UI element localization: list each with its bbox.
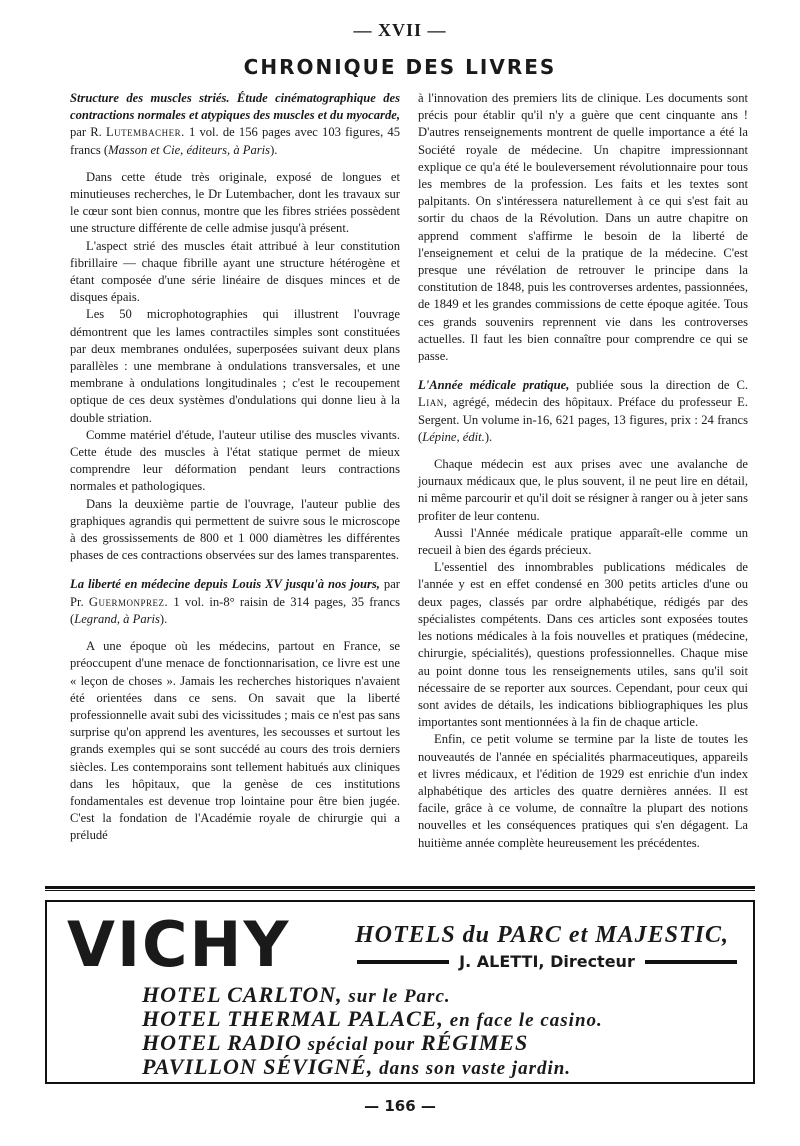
right-column (418, 90, 748, 852)
review-paragraph: Chaque médecin est aux prises avec une avalanche de journaux médicaux que, le plus souvent, il ne peut lire en détail, ni même parcourir et qu'il doit se résigner à ranger ou à jeter sans profiter de leur contenu. (418, 457, 748, 523)
book-title: L'Année médicale pratique, (418, 378, 570, 393)
ad-line-radio: HOTEL RADIO spécial pour RÉGIMES (142, 1030, 529, 1055)
review-paragraph: Les 50 microphotographies qui illustrent l'ouvrage démontrent que les lames contractiles simples sont constituées par deux membranes ondulées, superposées suivant deux plans parallèles : une membrane à ondulations transversales, et une membrane à ondulations longitudinales ; c'est le recoupement optique de ces deux systèmes d'ondulations qui donne lieu à la double striation. (70, 307, 400, 425)
review-paragraph: Aussi l'Année médicale pratique apparaît-elle comme un recueil à bien des égards précieux. (418, 525, 748, 558)
book-title: La liberté en médecine depuis Louis XV jusqu'à nos jours, (70, 577, 380, 592)
book-author: Guermonprez. (88, 594, 169, 609)
review-paragraph: Dans la deuxième partie de l'ouvrage, l'auteur publie des graphiques agrandis qui permettent de suivre sous le microscope à des grossissements de 800 et 1 000 diamètres les différentes phases de ces contractions observées sur des lames transparentes. (70, 496, 400, 563)
book-entry-heading: Structure des muscles striés. Étude cinématographique des contractions normales et atypiques des muscles et du myocarde, par R. Lutembacher. 1 vol. de 156 pages avec 103 figures, 45 francs (Masson et Cie, éditeurs, à Paris). (70, 91, 400, 157)
ad-line-thermal: HOTEL THERMAL PALACE, en face le casino. (142, 1006, 603, 1031)
ad-line-sevigne: PAVILLON SÉVIGNÉ, dans son vaste jardin. (142, 1054, 572, 1079)
book-publisher: Legrand, à Paris (74, 611, 160, 626)
ad-director-line (357, 952, 737, 971)
review-paragraph: L'aspect strié des muscles était attribué à leur constitution fibrillaire — chaque fibrille ayant une structure hétérogène et étant composée d'une série linéaire de disques minces et de disques épais. (70, 238, 400, 305)
book-title: Structure des muscles striés. Étude cinématographique des contractions normales et atypiques des muscles et du myocarde, (70, 91, 400, 123)
book-author: Lian, (418, 395, 448, 410)
section-title: CHRONIQUE DES LIVRES (243, 55, 557, 79)
book-publisher: Lépine, édit. (422, 429, 485, 444)
decorative-bar (357, 960, 449, 964)
review-paragraph: Enfin, ce petit volume se termine par la liste de toutes les nouveautés de l'année en spécialités pharmaceutiques, appareils et livres médicaux, et l'édition de 1929 est enrichie d'un index alphabétique des articles des quatre dernières années. Il est facile, grâce à ce volume, de connaître la plupart des notions nouvelles et les conséquences pratiques qui s'en dégagent. La huitième année complète heureusement les précédentes. (418, 732, 748, 850)
decorative-bar (645, 960, 737, 964)
divider-rule (45, 890, 755, 891)
page-roman-number: — XVII — (353, 20, 447, 40)
ad-director: J. ALETTI, Directeur (459, 952, 635, 971)
page-number: — 166 — (364, 1097, 436, 1115)
review-paragraph: Dans cette étude très originale, exposé de longues et minutieuses recherches, le Dr Lutembacher, dont les travaux sur le cœur sont bien connus, montre que les fibres striées possèdent une structure différente de celle admise jusqu'à présent. (70, 169, 400, 236)
left-column (70, 90, 400, 845)
ad-line-carlton: HOTEL CARLTON, sur le Parc. (142, 982, 451, 1007)
review-paragraph: L'essentiel des innombrables publications médicales de l'année y est en effet condensé en 300 petits articles d'une ou deux pages, classés par ordre alphabétique, rédigés par des spécialistes compétents. Dans ces articles sont exposées toutes les notions médicales à la fois nouvelles et pratiques (médecine, chirurgie, spécialités), questions professionnelles. Chaque mise au point donne tous les renseignements utiles, sans qu'il soit nécessaire de se reporter aux sources. Cependant, pour ceux qui sont avides de détails, les indications bibliographiques les plus importantes sont mentionnées à la fin de chaque article. (418, 560, 748, 730)
review-paragraph: Comme matériel d'étude, l'auteur utilise des muscles vivants. Cette étude des muscles à l'état statique permet de mieux comprendre leur déformation pendant leurs contractions normales et pathologiques. (70, 427, 400, 494)
ad-brand: VICHY (67, 908, 291, 981)
book-entry-heading: La liberté en médecine depuis Louis XV jusqu'à nos jours, par Pr. Guermonprez. 1 vol. in-8° raisin de 314 pages, 35 francs (Legrand, à Paris). (70, 577, 400, 626)
ad-hotels-heading: HOTELS du PARC et MAJESTIC, (355, 922, 729, 948)
divider-rule (45, 886, 755, 889)
book-entry-heading: L'Année médicale pratique, publiée sous la direction de C. Lian, agrégé, médecin des hôpitaux. Préface du professeur E. Sergent. Un volume in-16, 621 pages, 13 figures, prix : 24 francs (Lépine, édit.). (418, 378, 749, 444)
review-paragraph: A une époque où les médecins, partout en France, se préoccupent d'une menace de fonctionnarisation, ce livre est une « leçon de choses ». Jamais les recherches historiques n'avaient été orientées dans ce sens. On savait que la liberté professionnelle avait subi des vicissitudes ; mais ce n'est pas sans surprise qu'on apprend les aventures, les secousses et surtout les grands exemples qui se sont succédé au cours des trois derniers siècles. Les contemporains sont tellement habitués aux cliniques dans les hôpitaux, que la genèse de ces institutions fondamentales est devenue trop lointaine pour être bien jugée. C'est la fondation de l'Académie royale de chirurgie qui a préludé (70, 639, 400, 843)
book-author: Lutembacher. (105, 125, 185, 140)
vichy-advertisement (45, 900, 755, 1084)
review-paragraph-continued: à l'innovation des premiers lits de clinique. Les documents sont précis pour établir qu'il n'y a guère que cent cinquante ans ! D'autres renseignements montrent de quelle importance a été la Société royale de médecine. Un chapitre impressionnant explique ce qu'a été le bouleversement révolutionnaire pour tous les membres de la profession. Les faits et les textes sont palpitants. On s'intéressera naturellement à ce qui s'est fait au sortir du chaos de la Révolution. Dans un autre chapitre on apprend comment s'affirme le besoin de la liberté de l'enseignement et celui de la pratique de la médecine. C'est presque une révélation de retrouver le principe dans la constitution de 1848, puis les controverses ardentes, passionnées, de 1849 et les grandes commissions de cette époque agitée. Tous ces grands souvenirs reprennent vie dans les controverses actuelles. Il faut les bien connaître pour comprendre ce qui se passe. (418, 91, 748, 364)
book-publisher: Masson et Cie, éditeurs, à Paris (108, 142, 271, 157)
